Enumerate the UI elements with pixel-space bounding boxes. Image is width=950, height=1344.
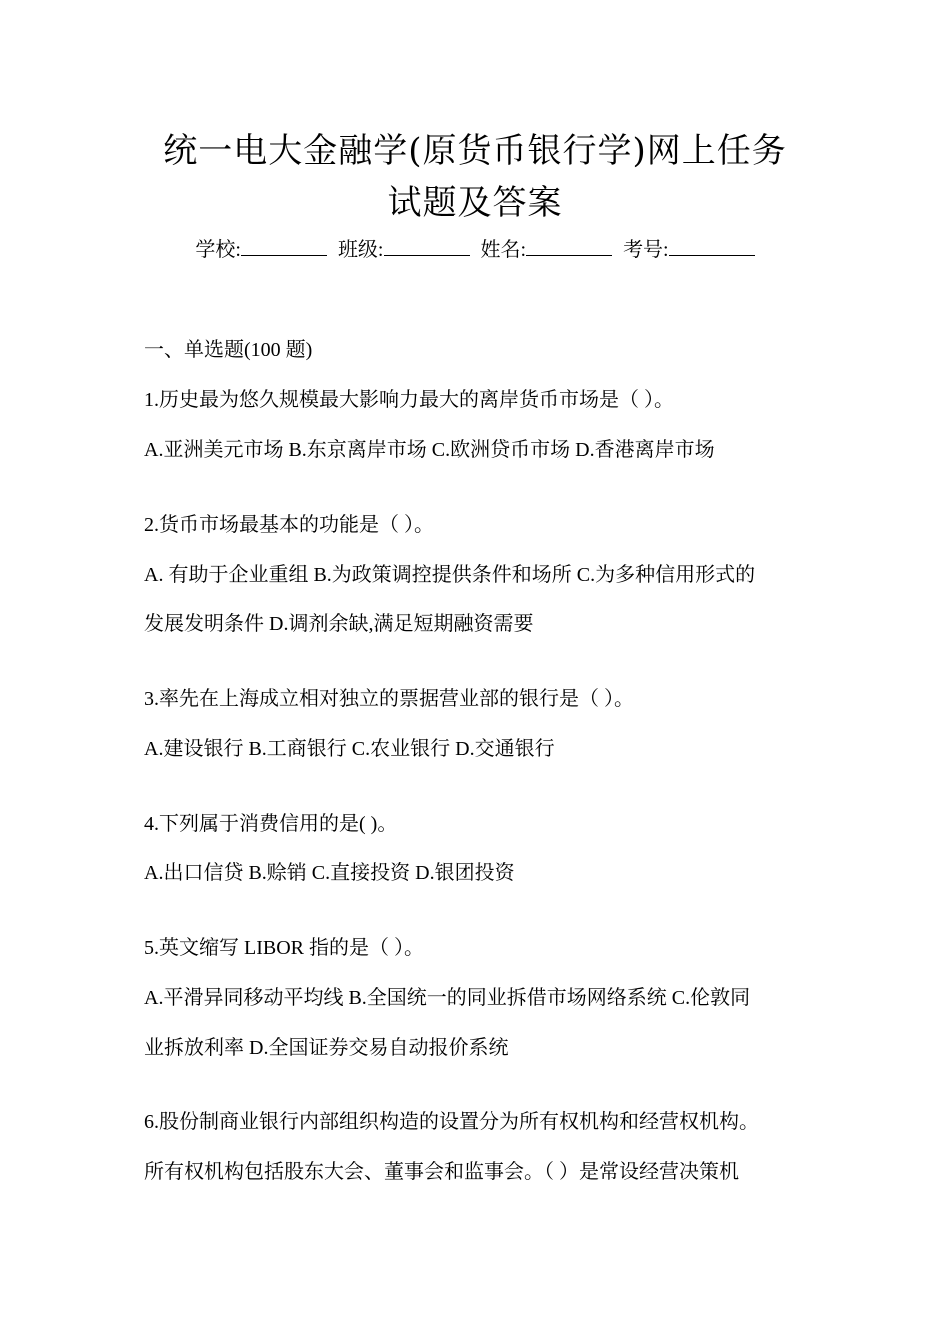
document-title-line-1: 统一电大金融学(原货币银行学)网上任务 (163, 131, 787, 171)
school-blank[interactable] (241, 237, 327, 256)
question-4-options: A.出口信贷 B.赊销 C.直接投资 D.银团投资 (144, 862, 515, 884)
section-heading: 一、单选题(100 题) (144, 339, 313, 361)
document-title-line-2: 试题及答案 (387, 183, 563, 223)
name-label: 姓名: (480, 239, 527, 261)
question-6-stem-line-1: 6.股份制商业银行内部组织构造的设置分为所有权机构和经营权机构。 (144, 1111, 759, 1133)
question-6-stem-line-2: 所有权机构包括股东大会、董事会和监事会。（ ）是常设经营决策机 (144, 1161, 739, 1183)
question-1-stem: 1.历史最为悠久规模最大影响力最大的离岸货币市场是（ ）。 (144, 389, 674, 411)
name-field (481, 236, 613, 264)
class-blank[interactable] (384, 237, 470, 256)
question-2-options-line-2: 发展发明条件 D.调剂余缺,满足短期融资需要 (144, 613, 534, 635)
exam-number-field (623, 236, 755, 264)
class-label: 班级: (337, 239, 384, 261)
question-1-options: A.亚洲美元市场 B.东京离岸市场 C.欧洲贷币市场 D.香港离岸市场 (144, 439, 715, 461)
school-field (195, 236, 327, 264)
school-label: 学校: (195, 239, 241, 261)
question-5-stem: 5.英文缩写 LIBOR 指的是（ ）。 (144, 937, 424, 959)
question-4-stem: 4.下列属于消费信用的是( )。 (144, 813, 398, 835)
question-5-options-line-1: A.平滑异同移动平均线 B.全国统一的同业拆借市场网络系统 C.伦敦同 (144, 987, 751, 1009)
question-2-options-line-1: A. 有助于企业重组 B.为政策调控提供条件和场所 C.为多种信用形式的 (144, 564, 756, 586)
student-info-line (100, 236, 850, 264)
question-5-options-line-2: 业拆放利率 D.全国证券交易自动报价系统 (144, 1037, 509, 1059)
question-3-options: A.建设银行 B.工商银行 C.农业银行 D.交通银行 (144, 738, 555, 760)
exam-number-blank[interactable] (669, 237, 755, 256)
question-3-stem: 3.率先在上海成立相对独立的票据营业部的银行是（ ）。 (144, 688, 634, 710)
question-2-stem: 2.货币市场最基本的功能是（ ）。 (144, 514, 434, 536)
exam-number-label: 考号: (623, 239, 669, 261)
name-blank[interactable] (526, 237, 612, 256)
class-field (338, 236, 470, 264)
